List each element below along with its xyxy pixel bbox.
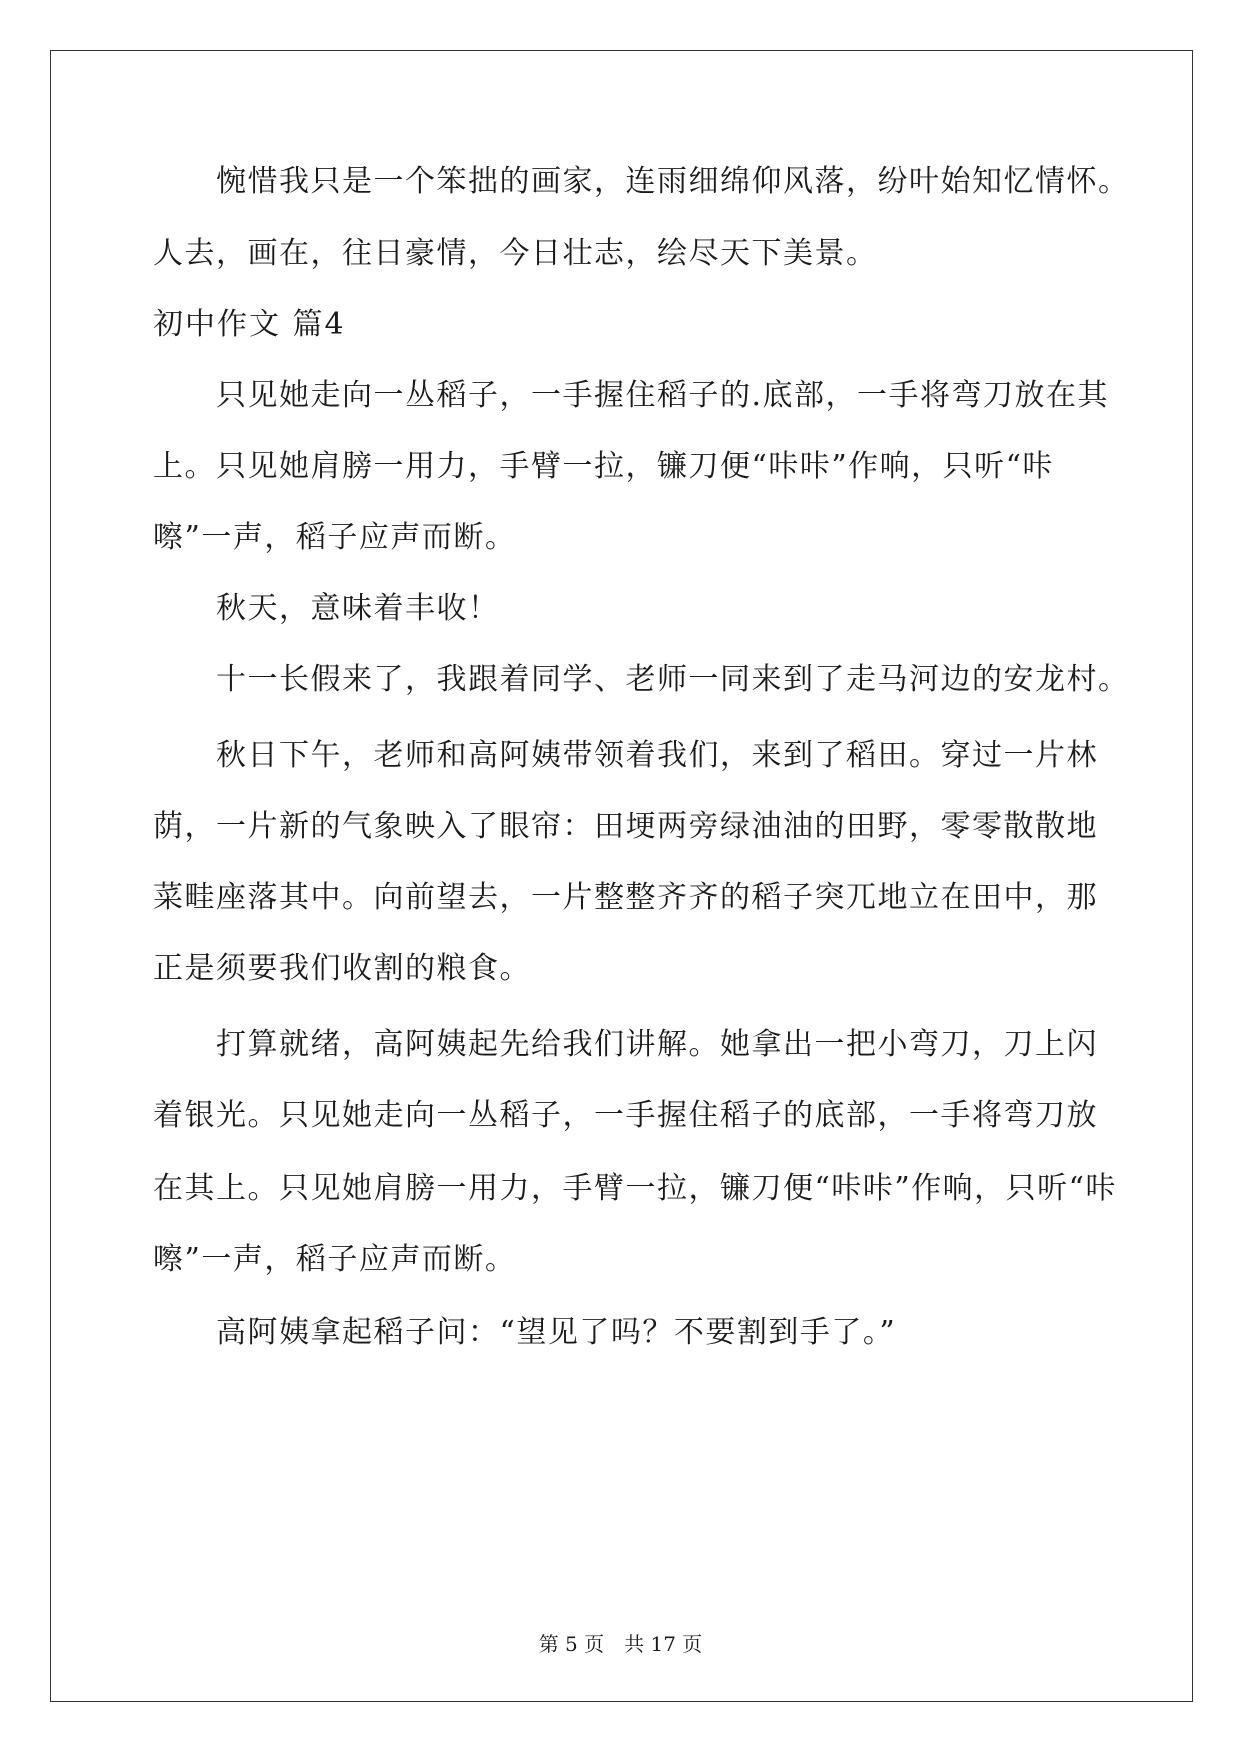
paragraph-line: 十一长假来了，我跟着同学、老师一同来到了走马河边的安龙村。 — [216, 662, 1130, 697]
paragraph-line: 着银光。只见她走向一丛稻子，一手握住稻子的底部，一手将弯刀放 — [153, 1098, 1098, 1133]
page-border — [50, 50, 1193, 1702]
paragraph-line: 正是须要我们收割的粮食。 — [153, 951, 531, 986]
section-heading: 初中作文 篇4 — [153, 307, 346, 342]
paragraph-line: 惋惜我只是一个笨拙的画家，连雨细绵仰风落，纷叶始知忆情怀。 — [216, 164, 1130, 199]
paragraph-line: 秋天，意味着丰收！ — [216, 591, 500, 626]
paragraph-line: 人去，画在，往日豪情，今日壮志，绘尽天下美景。 — [153, 236, 878, 271]
paragraph-line: 打算就绪，高阿姨起先给我们讲解。她拿出一把小弯刀，刀上闪 — [216, 1027, 1098, 1062]
paragraph-line: 嚓”一声，稻子应声而断。 — [153, 1242, 517, 1277]
paragraph-line: 高阿姨拿起稻子问：“望见了吗？不要割到手了。” — [216, 1315, 897, 1350]
page-number: 第 5 页 共 17 页 — [538, 1632, 703, 1656]
paragraph-line: 嚓”一声，稻子应声而断。 — [153, 520, 517, 555]
paragraph-line: 在其上。只见她肩膀一用力，手臂一拉，镰刀便“咔咔”作响，只听“咔 — [153, 1171, 1118, 1206]
paragraph-line: 荫，一片新的气象映入了眼帘：田埂两旁绿油油的田野，零零散散地 — [153, 809, 1098, 844]
paragraph-line: 只见她走向一丛稻子，一手握住稻子的.底部，一手将弯刀放在其 — [216, 378, 1110, 413]
paragraph-line: 菜畦座落其中。向前望去，一片整整齐齐的稻子突兀地立在田中，那 — [153, 880, 1098, 915]
paragraph-line: 秋日下午，老师和高阿姨带领着我们，来到了稻田。穿过一片林 — [216, 738, 1098, 773]
paragraph-line: 上。只见她肩膀一用力，手臂一拉，镰刀便“咔咔”作响，只听“咔 — [153, 449, 1055, 484]
